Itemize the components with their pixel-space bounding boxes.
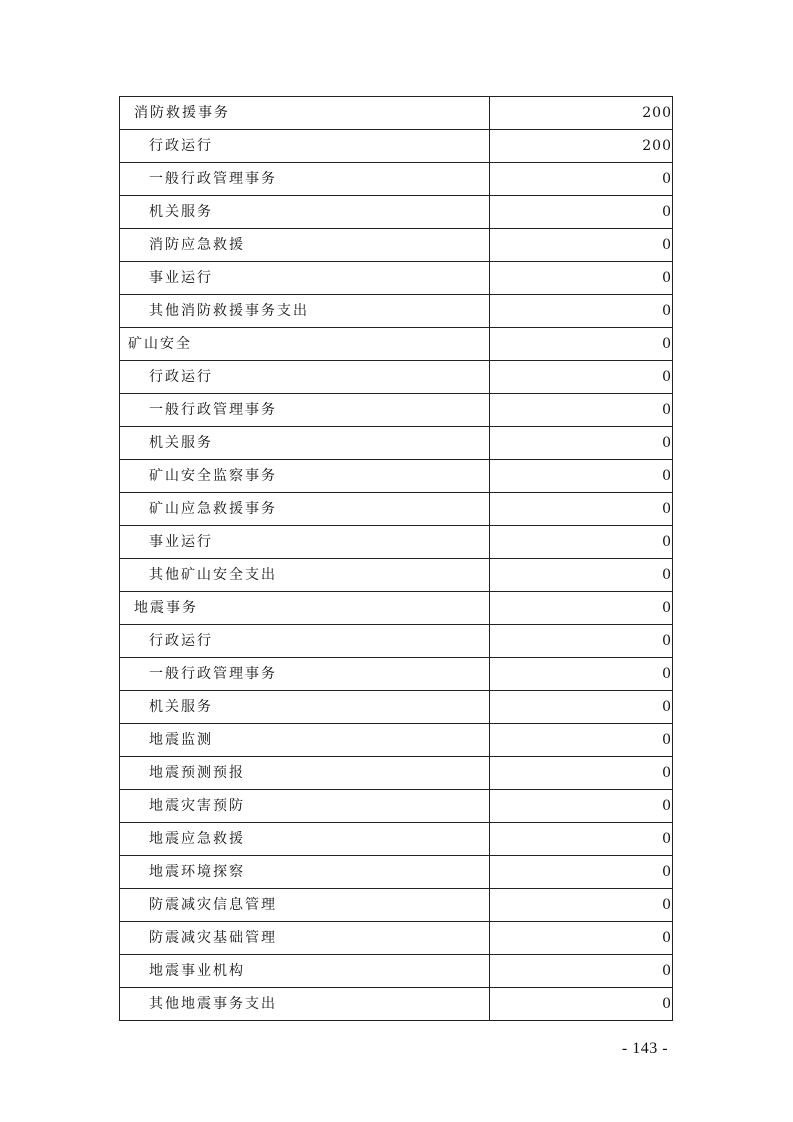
amount-cell: 200 xyxy=(490,130,673,163)
amount-cell: 0 xyxy=(490,262,673,295)
item-name-cell: 机关服务 xyxy=(120,196,490,229)
item-name-cell: 行政运行 xyxy=(120,361,490,394)
table-row xyxy=(120,460,673,493)
item-name-cell: 一般行政管理事务 xyxy=(120,658,490,691)
amount-cell: 0 xyxy=(490,460,673,493)
amount-cell: 0 xyxy=(490,394,673,427)
table-row xyxy=(120,262,673,295)
amount-cell: 0 xyxy=(490,196,673,229)
amount-cell: 0 xyxy=(490,658,673,691)
table-row xyxy=(120,823,673,856)
amount-cell: 0 xyxy=(490,625,673,658)
table-row xyxy=(120,724,673,757)
table-row xyxy=(120,361,673,394)
amount-cell: 0 xyxy=(490,790,673,823)
item-name-cell: 一般行政管理事务 xyxy=(120,394,490,427)
item-name-cell: 事业运行 xyxy=(120,526,490,559)
table-row xyxy=(120,295,673,328)
amount-cell: 200 xyxy=(490,97,673,130)
item-name-cell: 地震灾害预防 xyxy=(120,790,490,823)
amount-cell: 0 xyxy=(490,163,673,196)
amount-cell: 0 xyxy=(490,922,673,955)
amount-cell: 0 xyxy=(490,955,673,988)
item-name-cell: 地震应急救援 xyxy=(120,823,490,856)
amount-cell: 0 xyxy=(490,592,673,625)
table-row xyxy=(120,559,673,592)
item-name-cell: 其他消防救援事务支出 xyxy=(120,295,490,328)
amount-cell: 0 xyxy=(490,526,673,559)
item-name-cell: 消防应急救援 xyxy=(120,229,490,262)
item-name-cell: 矿山安全监察事务 xyxy=(120,460,490,493)
table-row xyxy=(120,790,673,823)
table-row xyxy=(120,691,673,724)
item-name-cell: 其他矿山安全支出 xyxy=(120,559,490,592)
budget-table xyxy=(119,96,673,1021)
table-row xyxy=(120,526,673,559)
table-row xyxy=(120,163,673,196)
table-row xyxy=(120,328,673,361)
item-name-cell: 行政运行 xyxy=(120,130,490,163)
table-row xyxy=(120,493,673,526)
amount-cell: 0 xyxy=(490,988,673,1021)
category-name-cell: 消防救援事务 xyxy=(120,97,490,130)
amount-cell: 0 xyxy=(490,328,673,361)
item-name-cell: 机关服务 xyxy=(120,427,490,460)
table-row xyxy=(120,889,673,922)
table-row xyxy=(120,130,673,163)
category-name-cell: 地震事务 xyxy=(120,592,490,625)
amount-cell: 0 xyxy=(490,757,673,790)
item-name-cell: 机关服务 xyxy=(120,691,490,724)
table-row xyxy=(120,427,673,460)
amount-cell: 0 xyxy=(490,427,673,460)
amount-cell: 0 xyxy=(490,691,673,724)
amount-cell: 0 xyxy=(490,229,673,262)
amount-cell: 0 xyxy=(490,889,673,922)
table-row xyxy=(120,196,673,229)
table-row xyxy=(120,757,673,790)
table-row xyxy=(120,229,673,262)
item-name-cell: 防震减灾基础管理 xyxy=(120,922,490,955)
item-name-cell: 事业运行 xyxy=(120,262,490,295)
item-name-cell: 防震减灾信息管理 xyxy=(120,889,490,922)
amount-cell: 0 xyxy=(490,559,673,592)
amount-cell: 0 xyxy=(490,856,673,889)
item-name-cell: 行政运行 xyxy=(120,625,490,658)
item-name-cell: 矿山应急救援事务 xyxy=(120,493,490,526)
item-name-cell: 其他地震事务支出 xyxy=(120,988,490,1021)
budget-table-body xyxy=(120,97,673,1021)
table-row xyxy=(120,856,673,889)
table-row xyxy=(120,97,673,130)
page-number: - 143 - xyxy=(621,1040,669,1057)
table-row xyxy=(120,955,673,988)
amount-cell: 0 xyxy=(490,493,673,526)
item-name-cell: 一般行政管理事务 xyxy=(120,163,490,196)
item-name-cell: 地震预测预报 xyxy=(120,757,490,790)
table-row xyxy=(120,394,673,427)
table-row xyxy=(120,592,673,625)
amount-cell: 0 xyxy=(490,724,673,757)
amount-cell: 0 xyxy=(490,361,673,394)
table-row xyxy=(120,625,673,658)
table-row xyxy=(120,922,673,955)
table-row xyxy=(120,988,673,1021)
item-name-cell: 地震事业机构 xyxy=(120,955,490,988)
category-name-cell: 矿山安全 xyxy=(120,328,490,361)
amount-cell: 0 xyxy=(490,823,673,856)
table-row xyxy=(120,658,673,691)
item-name-cell: 地震监测 xyxy=(120,724,490,757)
item-name-cell: 地震环境探察 xyxy=(120,856,490,889)
amount-cell: 0 xyxy=(490,295,673,328)
